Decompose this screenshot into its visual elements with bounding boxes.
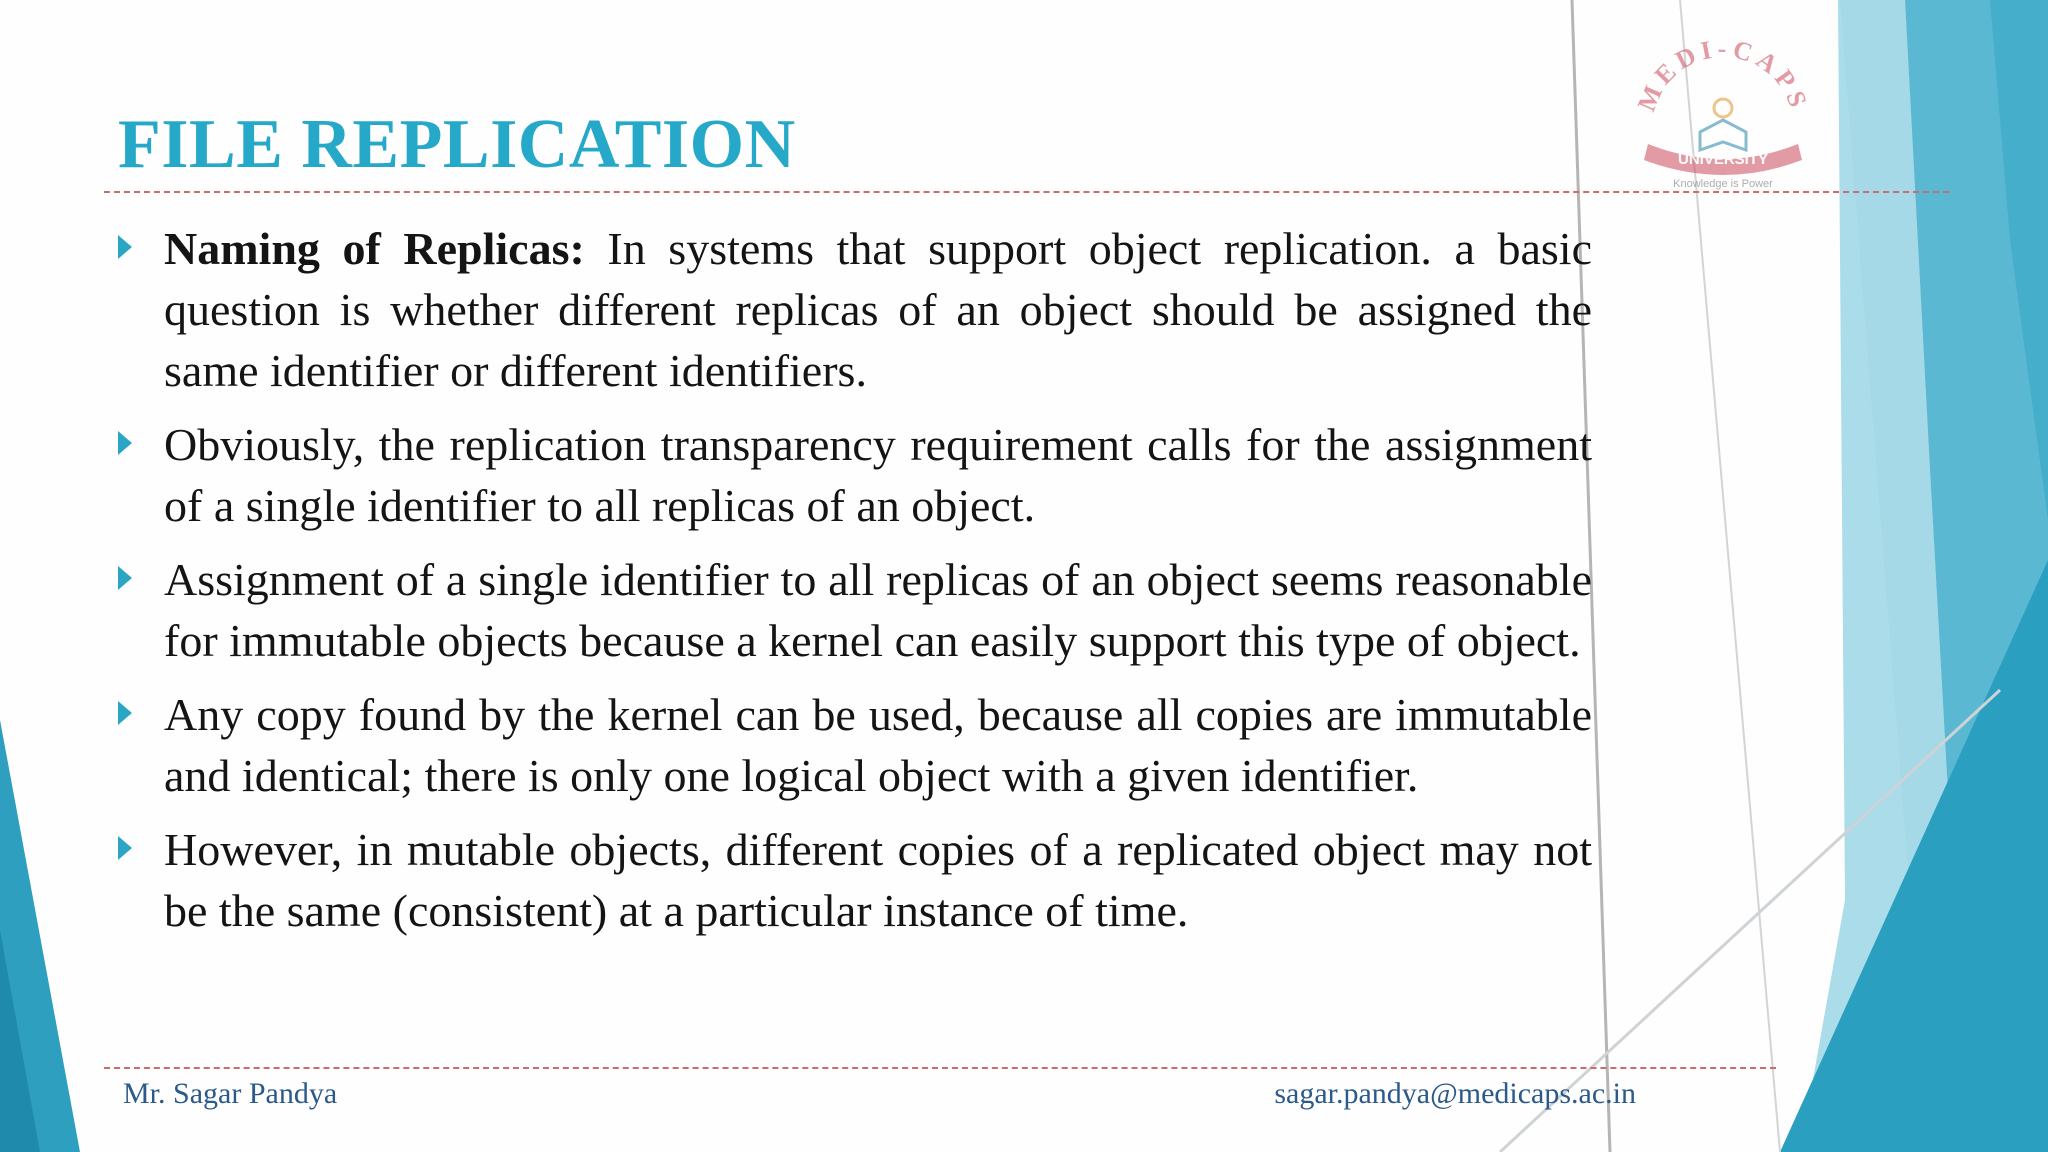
bullet-text (164, 549, 1592, 671)
bullet-list (118, 218, 1592, 954)
logo-tagline: Knowledge is Power (1673, 178, 1773, 190)
bullet-item (118, 684, 1592, 806)
bullet-text (164, 684, 1592, 806)
bullet-item (118, 414, 1592, 536)
bullet-body: Any copy found by the kernel can be used, because all copies are immutable and identical; there is only one logical object with a given identifier. (164, 689, 1592, 801)
logo-arc-text: MEDI-CAPS (1631, 33, 1815, 116)
book-icon (1700, 120, 1746, 150)
svg-text:MEDI-CAPS (1632, 34, 1814, 115)
bullet-item (118, 819, 1592, 941)
lamp-icon (1714, 99, 1732, 117)
bullet-arrow-icon (118, 431, 132, 455)
bullet-arrow-icon (118, 701, 132, 725)
bullet-body: Obviously, the replication transparency requirement calls for the assignment of a single identifier to all replicas of an object. (164, 419, 1592, 531)
bullet-arrow-icon (118, 836, 132, 860)
logo-banner-text: UNIVERSITY (1677, 151, 1769, 168)
bullet-arrow-icon (118, 235, 132, 259)
bullet-text (164, 218, 1592, 401)
bullet-body: In systems that support object replication. a basic question is whether different replicas of an object should be assigned the same identifier or different identifiers. (164, 223, 1592, 396)
footer-author: Mr. Sagar Pandya (123, 1077, 338, 1110)
bullet-body: However, in mutable objects, different copies of a replicated object may not be the same (consistent) at a particular instance of time. (164, 824, 1592, 936)
title-divider (104, 191, 1949, 193)
footer-divider (104, 1067, 1776, 1069)
bullet-arrow-icon (118, 566, 132, 590)
bullet-item (118, 218, 1592, 401)
medicaps-university-logo (1618, 32, 1828, 192)
bullet-item (118, 549, 1592, 671)
footer-email: sagar.pandya@medicaps.ac.in (1274, 1077, 1636, 1110)
bullet-body: Assignment of a single identifier to all replicas of an object seems reasonable for immutable objects because a kernel can easily support this type of object. (164, 554, 1592, 666)
bullet-text (164, 414, 1592, 536)
bullet-text (164, 819, 1592, 941)
bullet-lead: Naming of Replicas: (164, 223, 585, 274)
slide-title: FILE REPLICATION (118, 106, 796, 183)
